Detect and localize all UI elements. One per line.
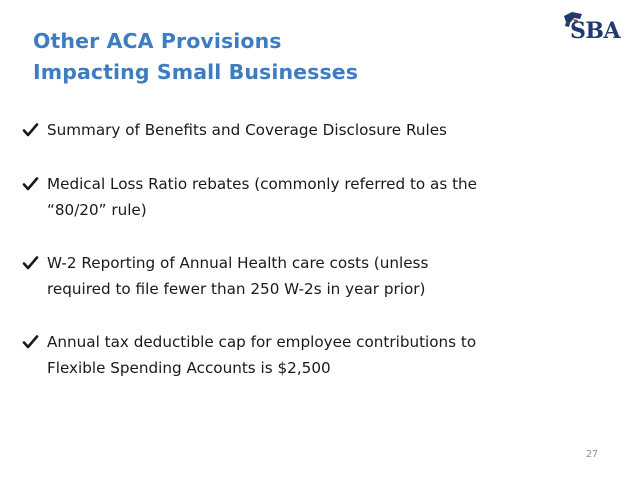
title-line-2: Impacting Small Businesses — [33, 60, 359, 84]
checkmark-icon — [22, 334, 39, 350]
sba-logo — [560, 10, 632, 42]
bullet-text: Medical Loss Ratio rebates (commonly referred to as the “80/20” rule) — [47, 175, 478, 219]
bullet-item — [22, 117, 622, 143]
slide-title — [33, 26, 513, 88]
title-line-1: Other ACA Provisions — [33, 29, 282, 53]
bullet-text: Summary of Benefits and Coverage Disclosure Rules — [47, 121, 447, 139]
logo-text: SBA — [570, 18, 621, 42]
page-number: 27 — [586, 449, 599, 460]
bullet-item — [22, 329, 622, 381]
checkmark-icon — [22, 255, 39, 271]
bullet-item — [22, 171, 622, 223]
bullet-text: Annual tax deductible cap for employee contributions to Flexible Spending Accounts is $2,500 — [47, 333, 477, 377]
checkmark-icon — [22, 122, 39, 138]
bullet-list — [22, 117, 622, 408]
bullet-text: W-2 Reporting of Annual Health care costs (unless required to file fewer than 250 W-2s in year prior) — [47, 254, 429, 298]
checkmark-icon — [22, 176, 39, 192]
bullet-item — [22, 250, 622, 302]
